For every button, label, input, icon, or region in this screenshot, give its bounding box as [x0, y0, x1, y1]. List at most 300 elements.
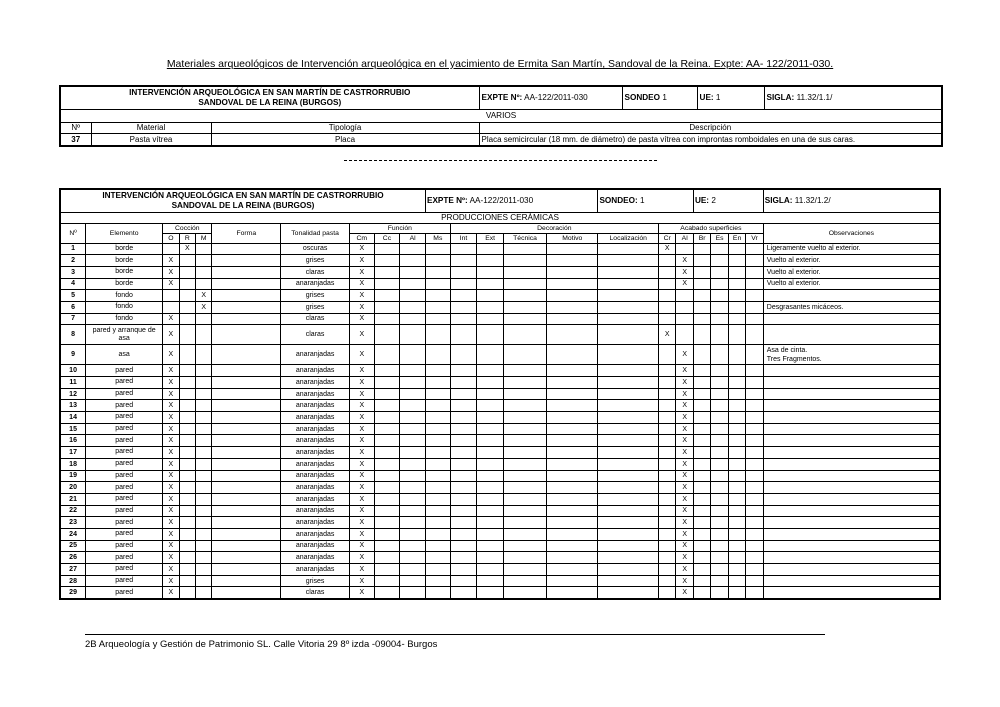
row-acabado-cr: [659, 290, 676, 302]
row-observaciones: [763, 365, 940, 377]
row-funcion-cm: X: [349, 388, 374, 400]
row-acabado-es: [711, 313, 728, 325]
row-acabado-br: [693, 243, 710, 255]
row-funcion-cm: X: [349, 278, 374, 290]
row-tonalidad: claras: [281, 266, 350, 278]
row-acabado-al: X: [676, 388, 693, 400]
row-funcion-ms: [426, 564, 451, 576]
row-acabado-es: [711, 528, 728, 540]
row-elemento: fondo: [86, 301, 163, 313]
row-coccion-o: X: [163, 587, 179, 599]
row-acabado-es: [711, 587, 728, 599]
row-decoracion-int: [450, 313, 477, 325]
varios-col-num: Nº: [60, 122, 91, 133]
row-coccion-o: X: [163, 447, 179, 459]
row-elemento: pared: [86, 552, 163, 564]
row-decoracion-localizacion: [598, 540, 659, 552]
row-acabado-al: X: [676, 278, 693, 290]
row-acabado-en: [728, 400, 745, 412]
row-acabado-en: [728, 412, 745, 424]
row-coccion-r: [179, 575, 195, 587]
row-funcion-ms: [426, 313, 451, 325]
row-acabado-vr: [746, 482, 763, 494]
table-row: [60, 540, 940, 552]
row-decoracion-ext: [477, 423, 504, 435]
row-acabado-en: [728, 493, 745, 505]
row-funcion-al: [400, 482, 426, 494]
table-row: [60, 470, 940, 482]
table-row: [60, 435, 940, 447]
row-funcion-ms: [426, 345, 451, 365]
row-decoracion-motivo: [547, 290, 598, 302]
row-acabado-es: [711, 447, 728, 459]
row-acabado-cr: X: [659, 243, 676, 255]
row-elemento: pared: [86, 412, 163, 424]
row-acabado-es: [711, 388, 728, 400]
row-funcion-cc: [374, 412, 400, 424]
row-num: 13: [60, 400, 86, 412]
row-acabado-cr: [659, 435, 676, 447]
row-coccion-r: [179, 552, 195, 564]
row-coccion-r: [179, 313, 195, 325]
row-tonalidad: claras: [281, 313, 350, 325]
varios-ue: [697, 86, 764, 109]
varios-column-headers: [60, 122, 942, 133]
col-num: Nº: [60, 223, 86, 243]
observacion-line: Vuelto al exterior.: [766, 268, 821, 276]
row-decoracion-int: [450, 540, 477, 552]
row-funcion-al: [400, 290, 426, 302]
row-funcion-cc: [374, 325, 400, 345]
row-funcion-al: [400, 301, 426, 313]
row-forma: [212, 365, 281, 377]
row-funcion-al: [400, 266, 426, 278]
row-decoracion-tecnica: [504, 447, 547, 459]
row-observaciones: [763, 552, 940, 564]
row-observaciones: [763, 493, 940, 505]
row-decoracion-int: [450, 482, 477, 494]
row-acabado-cr: [659, 255, 676, 267]
row-forma: [212, 313, 281, 325]
row-acabado-en: [728, 243, 745, 255]
row-acabado-al: X: [676, 575, 693, 587]
row-coccion-m: [196, 400, 212, 412]
row-tonalidad: anaranjadas: [281, 517, 350, 529]
row-decoracion-localizacion: [598, 552, 659, 564]
row-decoracion-ext: [477, 255, 504, 267]
row-coccion-r: [179, 482, 195, 494]
row-funcion-ms: [426, 435, 451, 447]
row-acabado-en: [728, 447, 745, 459]
row-coccion-m: [196, 266, 212, 278]
row-observaciones: [763, 564, 940, 576]
row-acabado-cr: [659, 564, 676, 576]
row-funcion-cc: [374, 435, 400, 447]
row-acabado-vr: [746, 365, 763, 377]
row-coccion-r: [179, 365, 195, 377]
row-forma: [212, 345, 281, 365]
row-coccion-r: [179, 517, 195, 529]
row-funcion-cm: X: [349, 564, 374, 576]
row-decoracion-motivo: [547, 313, 598, 325]
varios-col-tipologia: Tipología: [211, 122, 479, 133]
row-decoracion-motivo: [547, 412, 598, 424]
col-acabado-al: Al: [676, 233, 693, 243]
row-funcion-ms: [426, 365, 451, 377]
row-funcion-al: [400, 278, 426, 290]
row-decoracion-localizacion: [598, 278, 659, 290]
row-acabado-en: [728, 575, 745, 587]
row-decoracion-int: [450, 278, 477, 290]
row-acabado-al: X: [676, 482, 693, 494]
row-funcion-cc: [374, 552, 400, 564]
row-decoracion-ext: [477, 412, 504, 424]
row-coccion-r: [179, 377, 195, 389]
row-acabado-cr: [659, 458, 676, 470]
row-funcion-ms: [426, 412, 451, 424]
col-forma: Forma: [212, 223, 281, 243]
row-forma: [212, 255, 281, 267]
row-decoracion-tecnica: [504, 435, 547, 447]
row-funcion-cc: [374, 447, 400, 459]
col-funcion-cm: Cm: [349, 233, 374, 243]
table-row: [60, 447, 940, 459]
row-acabado-es: [711, 552, 728, 564]
row-funcion-al: [400, 345, 426, 365]
row-elemento: borde: [86, 243, 163, 255]
row-acabado-al: X: [676, 255, 693, 267]
row-num: 12: [60, 388, 86, 400]
row-observaciones: [763, 278, 940, 290]
row-coccion-o: X: [163, 377, 179, 389]
row-decoracion-motivo: [547, 266, 598, 278]
row-acabado-br: [693, 447, 710, 459]
row-acabado-br: [693, 575, 710, 587]
row-acabado-vr: [746, 528, 763, 540]
row-funcion-ms: [426, 278, 451, 290]
row-acabado-cr: [659, 493, 676, 505]
row-funcion-ms: [426, 290, 451, 302]
row-observaciones: [763, 266, 940, 278]
row-acabado-vr: [746, 458, 763, 470]
varios-expte-value: AA-122/2011-030: [524, 93, 588, 103]
ceramicas-expte-label: EXPTE Nº:: [427, 196, 468, 206]
row-acabado-vr: [746, 313, 763, 325]
row-decoracion-tecnica: [504, 388, 547, 400]
row-funcion-al: [400, 313, 426, 325]
row-decoracion-motivo: [547, 435, 598, 447]
table-row: [60, 290, 940, 302]
row-decoracion-localizacion: [598, 470, 659, 482]
row-forma: [212, 278, 281, 290]
row-forma: [212, 575, 281, 587]
table-row: [60, 575, 940, 587]
table-row: [60, 377, 940, 389]
row-num: 22: [60, 505, 86, 517]
row-decoracion-tecnica: [504, 400, 547, 412]
row-funcion-ms: [426, 517, 451, 529]
row-acabado-vr: [746, 552, 763, 564]
row-decoracion-localizacion: [598, 447, 659, 459]
row-decoracion-localizacion: [598, 458, 659, 470]
row-forma: [212, 325, 281, 345]
row-decoracion-localizacion: [598, 505, 659, 517]
observacion-line: Tres Fragmentos.: [766, 355, 822, 363]
row-funcion-cc: [374, 493, 400, 505]
row-acabado-en: [728, 528, 745, 540]
row-tonalidad: grises: [281, 301, 350, 313]
row-decoracion-tecnica: [504, 365, 547, 377]
row-coccion-m: [196, 470, 212, 482]
varios-expte: [479, 86, 622, 109]
col-acabado-es: Es: [711, 233, 728, 243]
ceramicas-header-row: [60, 189, 940, 212]
row-forma: [212, 587, 281, 599]
row-forma: [212, 388, 281, 400]
row-observaciones: [763, 482, 940, 494]
row-funcion-cc: [374, 301, 400, 313]
row-acabado-br: [693, 493, 710, 505]
row-decoracion-localizacion: [598, 325, 659, 345]
ceramicas-band: PRODUCCIONES CERÁMICAS: [60, 212, 940, 223]
row-funcion-cm: X: [349, 447, 374, 459]
row-funcion-cm: X: [349, 493, 374, 505]
varios-ue-label: UE:: [699, 93, 714, 103]
row-decoracion-motivo: [547, 447, 598, 459]
row-funcion-al: [400, 575, 426, 587]
col-coccion-m: M: [196, 233, 212, 243]
row-forma: [212, 412, 281, 424]
observacion-line: Vuelto al exterior.: [766, 257, 821, 265]
row-elemento: pared: [86, 564, 163, 576]
row-decoracion-int: [450, 575, 477, 587]
row-coccion-o: X: [163, 345, 179, 365]
row-elemento: pared: [86, 377, 163, 389]
row-funcion-cc: [374, 365, 400, 377]
row-coccion-m: [196, 313, 212, 325]
row-coccion-m: [196, 575, 212, 587]
row-funcion-ms: [426, 587, 451, 599]
row-funcion-al: [400, 435, 426, 447]
table-row: [60, 400, 940, 412]
row-decoracion-int: [450, 388, 477, 400]
row-acabado-al: X: [676, 435, 693, 447]
row-decoracion-localizacion: [598, 587, 659, 599]
row-funcion-cm: X: [349, 412, 374, 424]
row-acabado-en: [728, 345, 745, 365]
row-observaciones: [763, 470, 940, 482]
row-decoracion-localizacion: [598, 493, 659, 505]
row-acabado-es: [711, 377, 728, 389]
row-funcion-cc: [374, 423, 400, 435]
row-coccion-m: [196, 540, 212, 552]
col-acabado-br: Br: [693, 233, 710, 243]
ceramicas-table: [59, 188, 941, 600]
row-num: 29: [60, 587, 86, 599]
row-num: 15: [60, 423, 86, 435]
row-coccion-m: [196, 325, 212, 345]
row-tonalidad: claras: [281, 587, 350, 599]
row-funcion-cm: X: [349, 482, 374, 494]
row-coccion-o: X: [163, 493, 179, 505]
row-decoracion-tecnica: [504, 470, 547, 482]
row-coccion-r: [179, 458, 195, 470]
row-coccion-o: X: [163, 255, 179, 267]
row-coccion-r: [179, 345, 195, 365]
row-observaciones: [763, 505, 940, 517]
row-acabado-cr: [659, 345, 676, 365]
row-decoracion-localizacion: [598, 482, 659, 494]
table-row: [60, 517, 940, 529]
row-decoracion-ext: [477, 266, 504, 278]
row-funcion-cc: [374, 458, 400, 470]
footer-rule: [85, 634, 825, 635]
row-elemento: pared: [86, 458, 163, 470]
row-funcion-cm: X: [349, 552, 374, 564]
row-coccion-r: [179, 435, 195, 447]
row-decoracion-int: [450, 423, 477, 435]
row-acabado-es: [711, 435, 728, 447]
row-coccion-o: X: [163, 435, 179, 447]
col-elemento: Elemento: [86, 223, 163, 243]
row-decoracion-localizacion: [598, 423, 659, 435]
row-acabado-en: [728, 482, 745, 494]
row-decoracion-localizacion: [598, 301, 659, 313]
row-decoracion-tecnica: [504, 458, 547, 470]
col-decoracion-tecnica: Técnica: [504, 233, 547, 243]
row-funcion-cc: [374, 377, 400, 389]
row-tonalidad: oscuras: [281, 243, 350, 255]
row-coccion-m: [196, 423, 212, 435]
table-row: [60, 345, 940, 365]
row-coccion-o: [163, 243, 179, 255]
row-tonalidad: grises: [281, 255, 350, 267]
row-decoracion-int: [450, 458, 477, 470]
row-observaciones: [763, 528, 940, 540]
row-num: 19: [60, 470, 86, 482]
row-acabado-en: [728, 325, 745, 345]
row-coccion-m: [196, 528, 212, 540]
row-tonalidad: anaranjadas: [281, 482, 350, 494]
table-row: [60, 564, 940, 576]
col-decoracion-ext: Ext: [477, 233, 504, 243]
row-funcion-cm: X: [349, 345, 374, 365]
row-forma: [212, 493, 281, 505]
row-decoracion-ext: [477, 505, 504, 517]
ceramicas-expte-value: AA-122/2011-030: [469, 196, 534, 206]
row-num: 11: [60, 377, 86, 389]
col-decoracion: Decoración: [450, 223, 658, 233]
row-decoracion-tecnica: [504, 412, 547, 424]
row-funcion-al: [400, 325, 426, 345]
row-forma: [212, 564, 281, 576]
row-funcion-al: [400, 493, 426, 505]
varios-ue-value: 1: [715, 93, 721, 103]
row-acabado-al: X: [676, 423, 693, 435]
table-row: [60, 365, 940, 377]
row-acabado-br: [693, 552, 710, 564]
row-coccion-r: [179, 325, 195, 345]
row-funcion-ms: [426, 470, 451, 482]
row-decoracion-localizacion: [598, 243, 659, 255]
row-forma: [212, 540, 281, 552]
row-funcion-ms: [426, 325, 451, 345]
row-coccion-o: X: [163, 552, 179, 564]
row-coccion-m: [196, 345, 212, 365]
row-coccion-o: X: [163, 278, 179, 290]
row-coccion-o: X: [163, 388, 179, 400]
row-decoracion-motivo: [547, 243, 598, 255]
row-acabado-br: [693, 377, 710, 389]
row-acabado-al: X: [676, 493, 693, 505]
table-row: [60, 493, 940, 505]
row-decoracion-motivo: [547, 400, 598, 412]
row-decoracion-ext: [477, 482, 504, 494]
row-funcion-cc: [374, 255, 400, 267]
row-acabado-al: X: [676, 528, 693, 540]
row-acabado-es: [711, 365, 728, 377]
row-acabado-es: [711, 540, 728, 552]
row-funcion-ms: [426, 266, 451, 278]
row-decoracion-localizacion: [598, 266, 659, 278]
row-coccion-o: X: [163, 458, 179, 470]
row-acabado-es: [711, 278, 728, 290]
row-acabado-vr: [746, 575, 763, 587]
row-decoracion-ext: [477, 243, 504, 255]
row-elemento: pared: [86, 587, 163, 599]
row-funcion-ms: [426, 400, 451, 412]
row-decoracion-tecnica: [504, 552, 547, 564]
row-decoracion-ext: [477, 301, 504, 313]
row-coccion-m: [196, 365, 212, 377]
row-elemento: pared: [86, 482, 163, 494]
row-funcion-cm: X: [349, 290, 374, 302]
row-coccion-o: [163, 301, 179, 313]
row-coccion-r: [179, 470, 195, 482]
page-title: Materiales arqueológicos de Intervención arqueológica en el yacimiento de Ermita San Martín, Sandoval de la Reina. Expte: AA- 122/2011-030.: [166, 58, 834, 70]
row-funcion-cc: [374, 528, 400, 540]
row-acabado-cr: [659, 412, 676, 424]
table-row: [60, 528, 940, 540]
row-funcion-al: [400, 447, 426, 459]
row-forma: [212, 458, 281, 470]
row-acabado-es: [711, 458, 728, 470]
table-row: [60, 325, 940, 345]
varios-row: [60, 133, 942, 146]
row-acabado-vr: [746, 505, 763, 517]
observacion-line: Ligeramente vuelto al exterior.: [766, 245, 861, 253]
row-decoracion-ext: [477, 575, 504, 587]
row-acabado-br: [693, 587, 710, 599]
table-row: [60, 423, 940, 435]
row-funcion-al: [400, 365, 426, 377]
row-acabado-vr: [746, 377, 763, 389]
row-observaciones: [763, 447, 940, 459]
row-acabado-vr: [746, 517, 763, 529]
varios-sigla: [764, 86, 942, 109]
row-decoracion-ext: [477, 365, 504, 377]
varios-sigla-value: 11.32/1.1/: [796, 93, 833, 103]
row-decoracion-ext: [477, 435, 504, 447]
row-tonalidad: anaranjadas: [281, 458, 350, 470]
ceramicas-title-line2: SANDOVAL DE LA REINA (BURGOS): [171, 200, 315, 210]
row-acabado-br: [693, 313, 710, 325]
row-tonalidad: anaranjadas: [281, 278, 350, 290]
row-funcion-cm: X: [349, 377, 374, 389]
row-observaciones: [763, 435, 940, 447]
row-num: 23: [60, 517, 86, 529]
row-coccion-o: X: [163, 528, 179, 540]
